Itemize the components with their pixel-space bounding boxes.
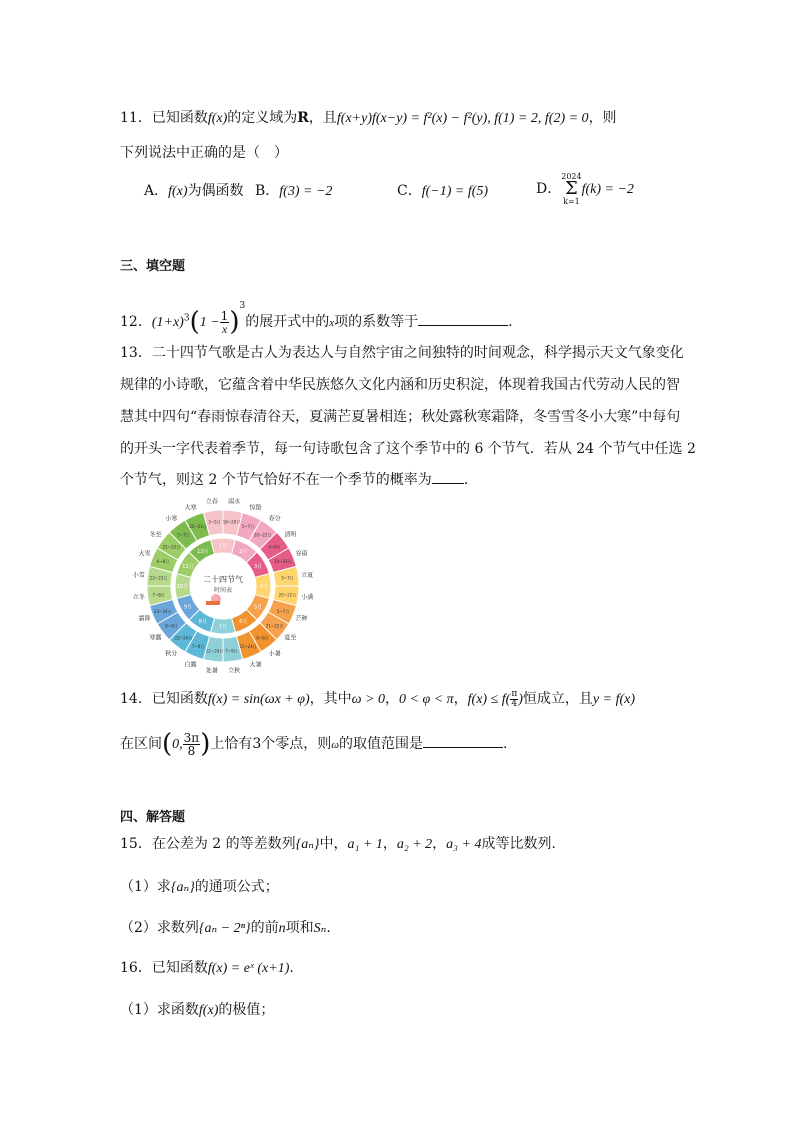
wheel-center-title: 二十四节气 <box>203 575 243 584</box>
wheel-term-label: 小满 <box>301 594 314 602</box>
answer-blank[interactable] <box>418 311 508 326</box>
section-heading-fill-in: 三、填空题 <box>120 259 186 274</box>
wheel-date-label: 5~7日 <box>281 575 294 581</box>
wheel-month-label: 9月 <box>183 604 193 611</box>
wheel-date-label: 23~24日 <box>154 608 172 614</box>
wheel-month-label: 5月 <box>253 604 263 611</box>
wheel-term-label: 大暑 <box>249 661 262 669</box>
wheel-date-label: 18~20日 <box>222 519 241 525</box>
wheel-month-label: 12月 <box>197 548 209 555</box>
q11-option-c: C．f(−1) = f(5) <box>397 183 489 199</box>
wheel-date-label: 20~21日 <box>189 523 207 529</box>
wheel-term-label: 大寒 <box>184 504 197 512</box>
q11-option-d: D． 2024 Σ k=1 f(k) = −2 <box>536 172 634 206</box>
wheel-date-label: 3~5日 <box>208 519 221 525</box>
wheel-date-label: 22~23日 <box>149 575 168 581</box>
solar-terms-wheel-image <box>118 496 328 676</box>
wheel-term-label: 立夏 <box>301 571 314 579</box>
wheel-date-label: 8~9日 <box>165 623 178 629</box>
q13-line5: 个节气，则这 2 个节气恰好不在一个季节的概率为 ． <box>120 469 478 490</box>
q11-equation: f(x+y)f(x−y) = f²(x) − f²(y), f(1) = 2, f(2) = 0 <box>336 111 589 126</box>
wheel-date-label: 22~24日 <box>205 648 224 654</box>
q11-number: 11． <box>120 110 152 126</box>
wheel-term-label: 清明 <box>284 531 297 539</box>
q13-line2: 规律的小诗歌，它蕴含着中华民族悠久文化内涵和历史积淀，体现着我国古代劳动人民的智 <box>120 377 680 393</box>
wheel-term-label: 春分 <box>268 515 281 523</box>
wheel-term-label: 处暑 <box>205 667 218 675</box>
q15-part2: （2）求数列{aₙ − 2ⁿ}的前n项和Sₙ. <box>120 920 331 936</box>
wheel-date-label: 6~8日 <box>156 559 170 565</box>
wheel-date-label: 21~22日 <box>265 623 284 629</box>
book-icon <box>206 601 220 605</box>
wheel-date-label: 22~24日 <box>174 635 193 641</box>
wheel-month-label: 4月 <box>259 584 268 590</box>
wheel-date-label: 6~8日 <box>256 635 269 641</box>
q11-option-b: B．f(3) = −2 <box>255 183 333 199</box>
wheel-month-label: 7月 <box>218 624 228 631</box>
wheel-date-label: 7~9日 <box>225 648 238 654</box>
wheel-date-label: 19~21日 <box>274 559 292 565</box>
wheel-date-label: 7~8日 <box>152 592 165 598</box>
q16-part1: （1）求函数f(x)的极值； <box>120 1002 275 1018</box>
q13-line3: 慧其中四句“春雨惊春清谷天，夏满芒夏暑相连；秋处露秋寒霜降，冬雪雪冬小大寒”中每句 <box>120 409 681 425</box>
answer-blank[interactable] <box>423 733 503 748</box>
wheel-date-label: 7~9日 <box>191 644 205 650</box>
q11-line2: 下列说法中正确的是（ ） <box>120 145 288 161</box>
wheel-term-label: 立冬 <box>132 594 145 602</box>
wheel-date-label: 22~24日 <box>239 644 257 650</box>
q14-line2: 在区间(0, $\frac{3\pi}{8}$ )上恰有3个零点，则ω的取值范围是 . <box>120 729 508 759</box>
q15-line1: 15．在公差为 2 的等差数列{aₙ}中，a₁ + 1，a₂ + 2，a₃ + 4成等比数列. <box>120 836 556 852</box>
wheel-term-label: 小雪 <box>132 571 145 579</box>
wheel-term-label: 小寒 <box>165 515 178 523</box>
wheel-month-label: 2月 <box>239 548 248 555</box>
wheel-center <box>193 556 253 616</box>
wheel-date-label: 20~22日 <box>253 532 272 538</box>
summation-symbol: 2024 Σ k=1 <box>561 172 582 206</box>
wheel-date-label: 20~22日 <box>278 592 297 598</box>
wheel-term-label: 谷雨 <box>295 550 308 558</box>
q11-option-a: A．f(x)为偶函数 <box>144 183 244 199</box>
wheel-date-label: 5~7日 <box>177 532 190 538</box>
wheel-term-label: 小暑 <box>268 650 281 658</box>
wheel-term-label: 雨水 <box>228 498 241 506</box>
wheel-term-label: 白露 <box>184 661 197 669</box>
wheel-term-label: 立春 <box>205 498 218 506</box>
wheel-term-label: 寒露 <box>149 634 162 642</box>
wheel-term-label: 霜降 <box>138 615 151 623</box>
wheel-date-label: 5~7日 <box>276 608 290 614</box>
wheel-term-label: 芒种 <box>295 615 308 623</box>
wheel-month-label: 11月 <box>182 563 194 570</box>
q12-fraction: $\frac{1}{x}$ <box>220 308 229 336</box>
wheel-term-label: 秋分 <box>165 650 178 658</box>
wheel-date-label: 4~6日 <box>268 544 281 550</box>
wheel-term-label: 立秋 <box>228 667 241 675</box>
wheel-month-label: 1月 <box>218 543 228 550</box>
wheel-month-label: 6月 <box>239 619 248 626</box>
q13-line4: 的开头一字代表着季节，每一句诗歌包含了这个季节中的 6 个节气．若从 24 个节气中任选 2 <box>120 441 696 457</box>
q12-line: 12．$(1+x)^3(1$ − $\frac{1}{x}$ )$^3$的展开式中的x项的系数等于 . <box>120 301 513 337</box>
q14-line1: 14．已知函数f(x) = sin(ωx + φ)，其中ω > 0，0 < φ < π，f(x) ≤ f( $\frac{\pi}{4}$ )恒成立，且y = f(x) <box>120 688 636 709</box>
answer-blank[interactable] <box>432 469 464 484</box>
wheel-term-label: 冬至 <box>149 531 162 539</box>
section-heading-solve: 四、解答题 <box>120 810 186 825</box>
wheel-date-label: 5~7日 <box>241 523 255 529</box>
q13-line1: 13．二十四节气歌是古人为表达人与自然宇宙之间独特的时间观念，科学揭示天文气象变化 <box>120 345 684 361</box>
wheel-center-subtitle: 时间表 <box>213 587 233 594</box>
wheel-month-label: 10月 <box>176 584 189 590</box>
wheel-term-label: 惊蛰 <box>249 504 262 512</box>
q11-line1: 11．已知函数f(x)的定义域为R，且f(x+y)f(x−y) = f²(x) − f²(y), f(1) = 2, f(2) = 0，则 <box>120 110 617 126</box>
q15-part1: （1）求{aₙ}的通项公式； <box>120 879 279 895</box>
wheel-term-label: 夏至 <box>284 634 297 642</box>
wheel-term-label: 大雪 <box>138 550 151 558</box>
wheel-month-label: 3月 <box>253 563 263 570</box>
wheel-month-label: 8月 <box>198 619 207 626</box>
wheel-date-label: 21~23日 <box>162 544 181 550</box>
q16-line1: 16．已知函数f(x) = eˣ (x+1). <box>120 960 294 976</box>
